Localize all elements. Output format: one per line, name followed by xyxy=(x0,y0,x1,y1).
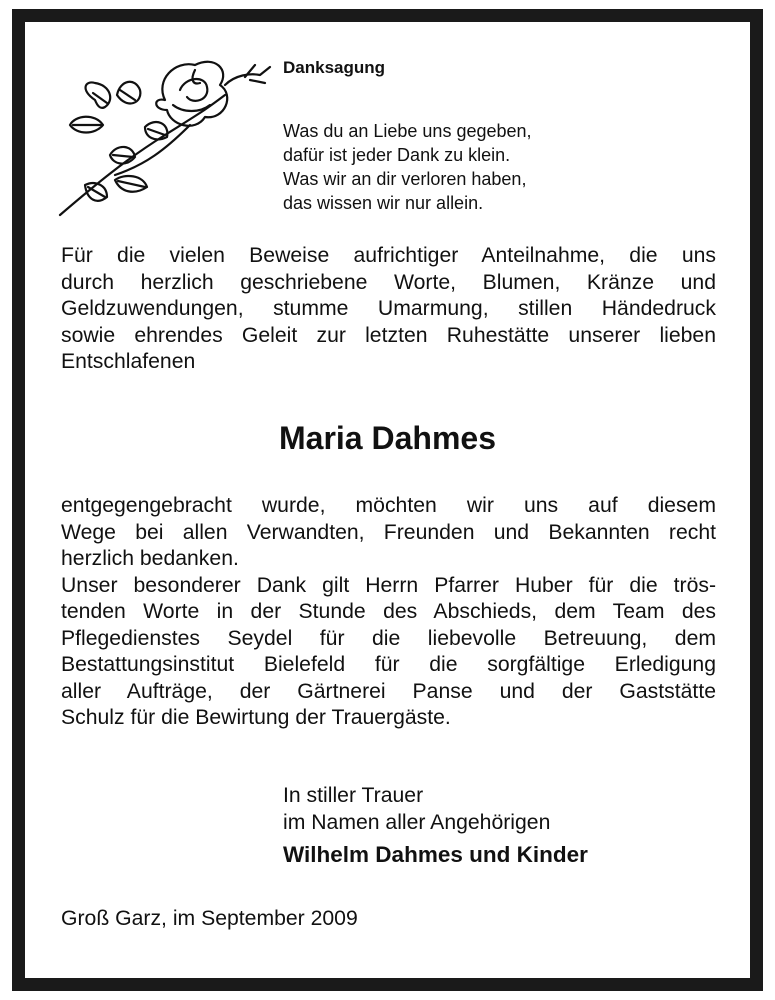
paragraph-line: durch herzlich geschriebene Worte, Blumen, Kränze und xyxy=(61,270,716,294)
paragraph-line: herzlich bedanken. xyxy=(61,547,239,570)
paragraph-line: Wege bei allen Verwandten, Freunden und Bekannten recht xyxy=(61,520,716,544)
poem-line: Was du an Liebe uns gegeben, xyxy=(283,121,532,141)
poem-line: dafür ist jeder Dank zu klein. xyxy=(283,145,511,165)
poem-line: das wissen wir nur allein. xyxy=(283,193,484,213)
paragraph-line: Bestattungsinstitut Bielefeld für die sorgfältige Erledigung xyxy=(61,653,716,676)
paragraph-line: Für die vielen Beweise aufrichtiger Anteilnahme, die uns xyxy=(61,244,716,267)
paragraph-line: entgegengebracht wurde, möchten wir uns auf diesem xyxy=(61,494,716,517)
thanks-paragraph-main xyxy=(61,493,716,732)
paragraph-line: Unser besonderer Dank gilt Herrn Pfarrer Huber für die trös- xyxy=(61,573,716,597)
closing-line: In stiller Trauer xyxy=(283,784,424,807)
poem-line: Was wir an dir verloren haben, xyxy=(283,169,527,189)
paragraph-line: sowie ehrendes Geleit zur letzten Ruhestätte unserer lieben xyxy=(61,323,716,347)
closing-lines xyxy=(283,782,550,836)
rose-icon xyxy=(55,55,280,220)
paragraph-line: Geldzuwendungen, stumme Umarmung, stillen Händedruck xyxy=(61,297,716,320)
heading-title: Danksagung xyxy=(283,58,386,77)
closing-line: im Namen aller Angehörigen xyxy=(283,811,551,834)
place-date: Groß Garz, im September 2009 xyxy=(61,907,358,930)
paragraph-line: Schulz für die Bewirtung der Trauergäste. xyxy=(61,706,451,729)
poem xyxy=(283,119,532,215)
deceased-name: Maria Dahmes xyxy=(279,420,496,456)
paragraph-line: aller Aufträge, der Gärtnerei Panse und der Gaststätte xyxy=(61,679,716,703)
thanks-paragraph-intro xyxy=(61,243,716,376)
paragraph-line: tenden Worte in der Stunde des Abschieds, dem Team des xyxy=(61,600,716,623)
paragraph-line: Pflegedienstes Seydel für die liebevolle Betreuung, dem xyxy=(61,626,716,650)
family-signature: Wilhelm Dahmes und Kinder xyxy=(283,842,588,867)
paragraph-line: Entschlafenen xyxy=(61,350,196,373)
